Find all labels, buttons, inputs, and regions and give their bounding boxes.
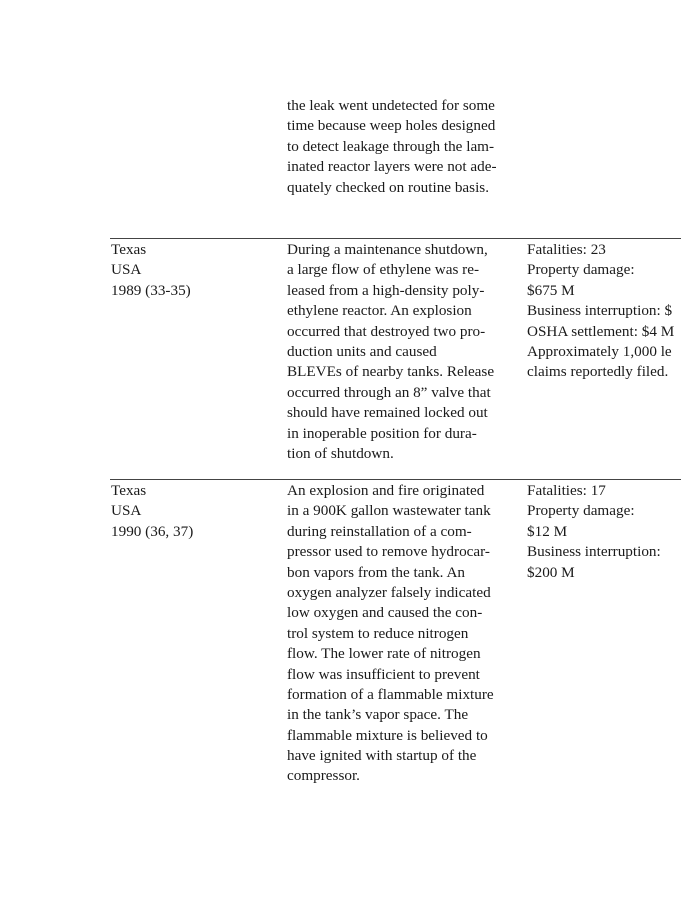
consequences-cell [527, 481, 681, 583]
location-cell [111, 481, 271, 542]
text-line: ethylene reactor. An explosion [287, 302, 472, 320]
location-line: 1990 (36, 37) [111, 522, 194, 540]
text-line: the leak went undetected for some [287, 97, 495, 114]
text-line: in a 900K gallon wastewater tank [287, 502, 491, 520]
location-line: 1989 (33-35) [111, 281, 191, 299]
text-line: flow. The lower rate of nitrogen [287, 645, 481, 663]
text-line: occurred through an 8” valve that [287, 383, 491, 401]
table-row [110, 238, 681, 479]
consequence-line: Business interruption: [527, 543, 661, 561]
consequences-cell [527, 240, 681, 383]
text-line: occurred that destroyed two pro- [287, 322, 486, 340]
text-line: duction units and caused [287, 342, 437, 360]
text-line: formation of a flammable mixture [287, 685, 494, 703]
consequence-line: claims reportedly filed. [527, 363, 669, 381]
text-line: low oxygen and caused the con- [287, 604, 483, 622]
description-cell [287, 240, 523, 464]
text-line: BLEVEs of nearby tanks. Release [287, 363, 495, 381]
text-line: inated reactor layers were not ade- [287, 158, 497, 176]
text-line: quately checked on routine basis. [287, 178, 490, 196]
text-line: compressor. [287, 767, 360, 785]
consequence-line: Fatalities: 17 [527, 482, 606, 499]
text-line: An explosion and fire originated [287, 482, 485, 499]
text-line: bon vapors from the tank. An [287, 563, 466, 581]
text-line: leased from a high-density poly- [287, 281, 485, 299]
description-cell [287, 481, 523, 787]
text-line: in inoperable position for dura- [287, 424, 477, 442]
location-cell [111, 240, 271, 301]
text-line: During a maintenance shutdown, [287, 241, 488, 258]
text-line: time because weep holes designed [287, 117, 496, 135]
consequence-line: $200 M [527, 563, 575, 581]
table-row [110, 479, 681, 810]
consequence-line: Approximately 1,000 le [527, 342, 672, 360]
text-line: a large flow of ethylene was re- [287, 261, 480, 279]
text-line: should have remained locked out [287, 404, 488, 422]
text-line: pressor used to remove hydrocar- [287, 543, 490, 561]
text-line: oxygen analyzer falsely indicated [287, 583, 491, 601]
consequence-line: $12 M [527, 522, 568, 540]
text-line: have ignited with startup of the [287, 747, 477, 765]
consequence-line: Property damage: [527, 261, 635, 279]
location-line: Texas [111, 482, 147, 499]
consequence-line: Fatalities: 23 [527, 241, 606, 258]
consequence-line: Property damage: [527, 502, 635, 520]
text-line: in the tank’s vapor space. The [287, 706, 469, 724]
consequence-line: Business interruption: $ [527, 302, 673, 320]
consequence-line: OSHA settlement: $4 M [527, 322, 675, 340]
text-line: during reinstallation of a com- [287, 522, 472, 540]
text-line: tion of shutdown. [287, 444, 394, 462]
consequence-line: $675 M [527, 281, 575, 299]
text-line: trol system to reduce nitrogen [287, 624, 469, 642]
text-line: flammable mixture is believed to [287, 726, 488, 744]
text-line: flow was insufficient to prevent [287, 665, 480, 683]
continued-description-cell [287, 96, 523, 198]
location-line: Texas [111, 241, 147, 258]
text-line: to detect leakage through the lam- [287, 137, 495, 155]
location-line: USA [111, 502, 142, 520]
location-line: USA [111, 261, 142, 279]
